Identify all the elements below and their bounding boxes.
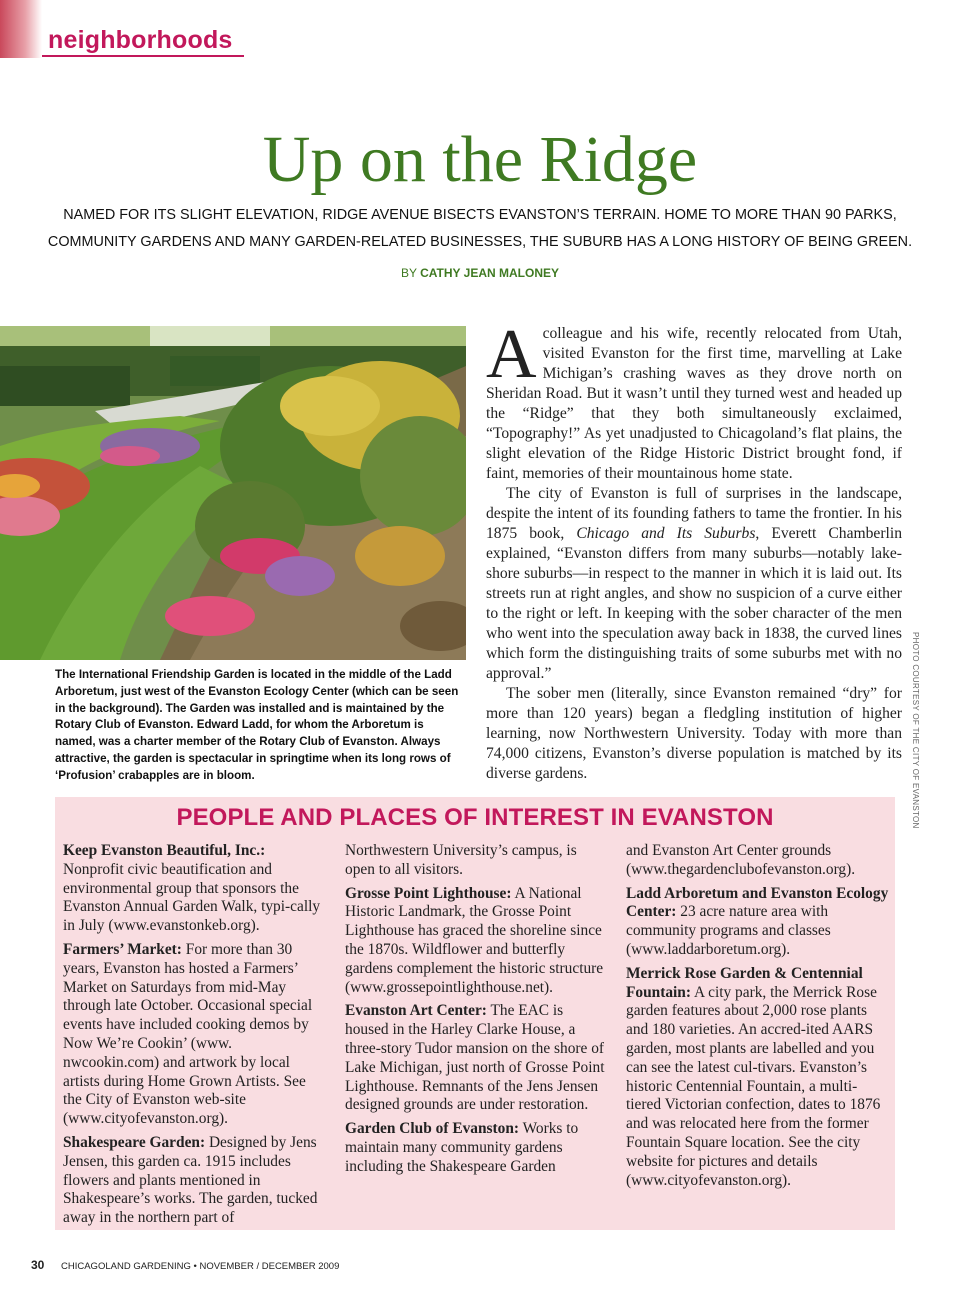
entry-text: 23 acre nature area with community programs and classes (www.laddarboretum.org). [626, 903, 831, 958]
paragraph-1 [486, 316, 902, 484]
paragraph-1-text: colleague and his wife, recently relocated from Utah, visited Evanston for the first time, marvelling at Lake Michigan’s crashing waves as they drove north on Sheridan Road. But it wasn’t until they turned west and headed up the “Ridge” that they both simultaneously exclaimed, “Topography!” As yet unadjusted to Chicagoland’s flat plains, the slight elevation of the Ridge Historic District brought fond, if faint, memories of their mountainous home state. [486, 325, 902, 482]
byline-prefix: BY [400, 266, 417, 280]
paragraph-2-text-b: , Everett Chamberlin explained, “Evanston differs from many suburbs—notably lake-shore suburbs—in respect to the manner in which it is laid out. Its streets run at right angles, and show no suspicion of a curve either to the right or left. In keeping with the sober character of the men who went into the speculation away back in 1838, the curved lines which form the distinguishing traits of some suburbs met with no approval.” [486, 525, 902, 682]
entry-name: Shakespeare Garden: [63, 1133, 206, 1151]
entry-text: A National Historic Landmark, the Grosse Point Lighthouse has graced the shoreline since the 1870s. Wildflower and butterfly gardens complement the historic structure (www.grossepointlighthouse.net). [345, 884, 604, 996]
byline [0, 266, 960, 280]
section-heading-rule [42, 55, 244, 57]
sidebar-entry [63, 941, 328, 1129]
drop-cap: A [486, 316, 537, 393]
sidebar-column-2 [345, 842, 610, 1182]
book-title: Chicago and Its Suburbs [576, 525, 756, 542]
entry-name: Farmers’ Market: [63, 940, 182, 958]
entry-name: Evanston Art Center: [345, 1002, 487, 1020]
sidebar-column-1 [63, 842, 328, 1230]
article-body [486, 316, 902, 784]
photo-credit-text: PHOTO COURTESY OF THE CITY OF EVANSTON [911, 632, 920, 829]
entry-text: Nonprofit civic beautification and environmental group that sponsors the Evanston Annual Garden Walk, typi-cally in July (www.evanstonkeb.org). [63, 860, 321, 935]
entry-name: Grosse Point Lighthouse: [345, 884, 512, 902]
sidebar-entry [626, 965, 891, 1191]
entry-text: Designed by Jens Jensen, this garden ca. 1915 includes flowers and plants mentioned in Shakespeare’s works. The garden, tucked away in the northern part of [63, 1133, 318, 1227]
article-title: Up on the Ridge [262, 123, 698, 196]
sidebar-entry [63, 1134, 328, 1228]
photo-caption: The International Friendship Garden is located in the middle of the Ladd Arboretum, just west of the Evanston Ecology Center (which can be seen in the background). The Garden was installed and is maintained by the Rotary Club of Evanston. Edward Ladd, for whom the Arboretum is named, was a charter member of the Rotary Club of Evanston. Always attractive, the garden is spectacular in springtime when its long rows of ‘Profusion’ crabapples are in bloom. [55, 668, 459, 782]
entry-name: Ladd Arboretum and Evanston Ecology Center: [626, 884, 889, 921]
entry-text: Works to maintain many community gardens including the Shakespeare Garden [345, 1120, 579, 1175]
sidebar-title: PEOPLE AND PLACES OF INTEREST IN EVANSTON [176, 804, 774, 831]
sidebar-entry [63, 842, 328, 936]
publication-info: CHICAGOLAND GARDENING • NOVEMBER / DECEMBER 2009 [61, 1261, 340, 1272]
sidebar-continuation: Northwestern University’s campus, is open to all visitors. [345, 842, 577, 878]
photo-credit [908, 632, 924, 829]
sidebar-column-3 [626, 842, 891, 1195]
sidebar-box [55, 797, 895, 1230]
paragraph-2-text-a: The city of Evanston is full of surprises in the landscape, despite the intent of its founding fathers to tame the frontier. In his 1875 book, [486, 485, 902, 542]
article-deck [40, 202, 920, 256]
entry-name: Keep Evanston Beautiful, Inc.: [63, 842, 266, 859]
sidebar-continuation: and Evanston Art Center grounds (www.thegardenclubofevanston.org). [626, 842, 856, 878]
entry-name: Garden Club of Evanston: [345, 1120, 520, 1138]
entry-text: The EAC is housed in the Harley Clarke House, a three-story Tudor mansion on the shore of Lake Michigan, just north of Grosse Point Lighthouse. Remnants of the Jens Jensen designed grounds are under restoration. [345, 1002, 605, 1114]
paragraph-3: The sober men (literally, since Evanston remained “dry” for more than 120 years) began a fledgling institution of higher learning, now Northwestern University. Today with more than 74,000 citizens, Evanston’s diverse population is matched by its diverse gardens. [486, 685, 902, 782]
byline-author: CATHY JEAN MALONEY [420, 266, 560, 280]
garden-photo [0, 326, 466, 660]
entry-name: Merrick Rose Garden & Centennial Fountain: [626, 964, 863, 1001]
sidebar-entry [626, 885, 891, 960]
page-footer [31, 1258, 339, 1272]
sidebar-entry [345, 885, 610, 998]
entry-text: A city park, the Merrick Rose garden features about 2,000 rose plants and 180 varieties. An accred-ited AARS garden, most plants are labelled and you can see the latest cul-tivars. Evanston’s historic Centennial Fountain, a multi-tiered Victorian confection, dates to 1876 and was relocated here from the former Fountain Square location. See the city website for pictures and details (www.cityofevanston.org). [626, 983, 881, 1189]
deck-line-2: COMMUNITY GARDENS AND MANY GARDEN-RELATED BUSINESSES, THE SUBURB HAS A LONG HISTORY OF BEING GREEN. [47, 234, 913, 250]
sidebar-entry [345, 1002, 610, 1115]
corner-accent-tab [0, 0, 42, 58]
page-number: 30 [31, 1258, 45, 1272]
section-heading: neighborhoods [48, 26, 233, 54]
sidebar-entry [345, 1120, 610, 1176]
deck-line-1: NAMED FOR ITS SLIGHT ELEVATION, RIDGE AVENUE BISECTS EVANSTON’S TERRAIN. HOME TO MORE THAN 90 PARKS, [63, 207, 897, 223]
paragraph-2 [486, 484, 902, 684]
entry-text: For more than 30 years, Evanston has hosted a Farmers’ Market on Saturdays from mid-May through late October. Occasional special events have included cooking demos by Now We’re Cookin’ (www. nwcookin.com) and artwork by local artists during Home Grown Artists. See the City of Evanston web-site (www.cityofevanston.org). [63, 940, 313, 1128]
